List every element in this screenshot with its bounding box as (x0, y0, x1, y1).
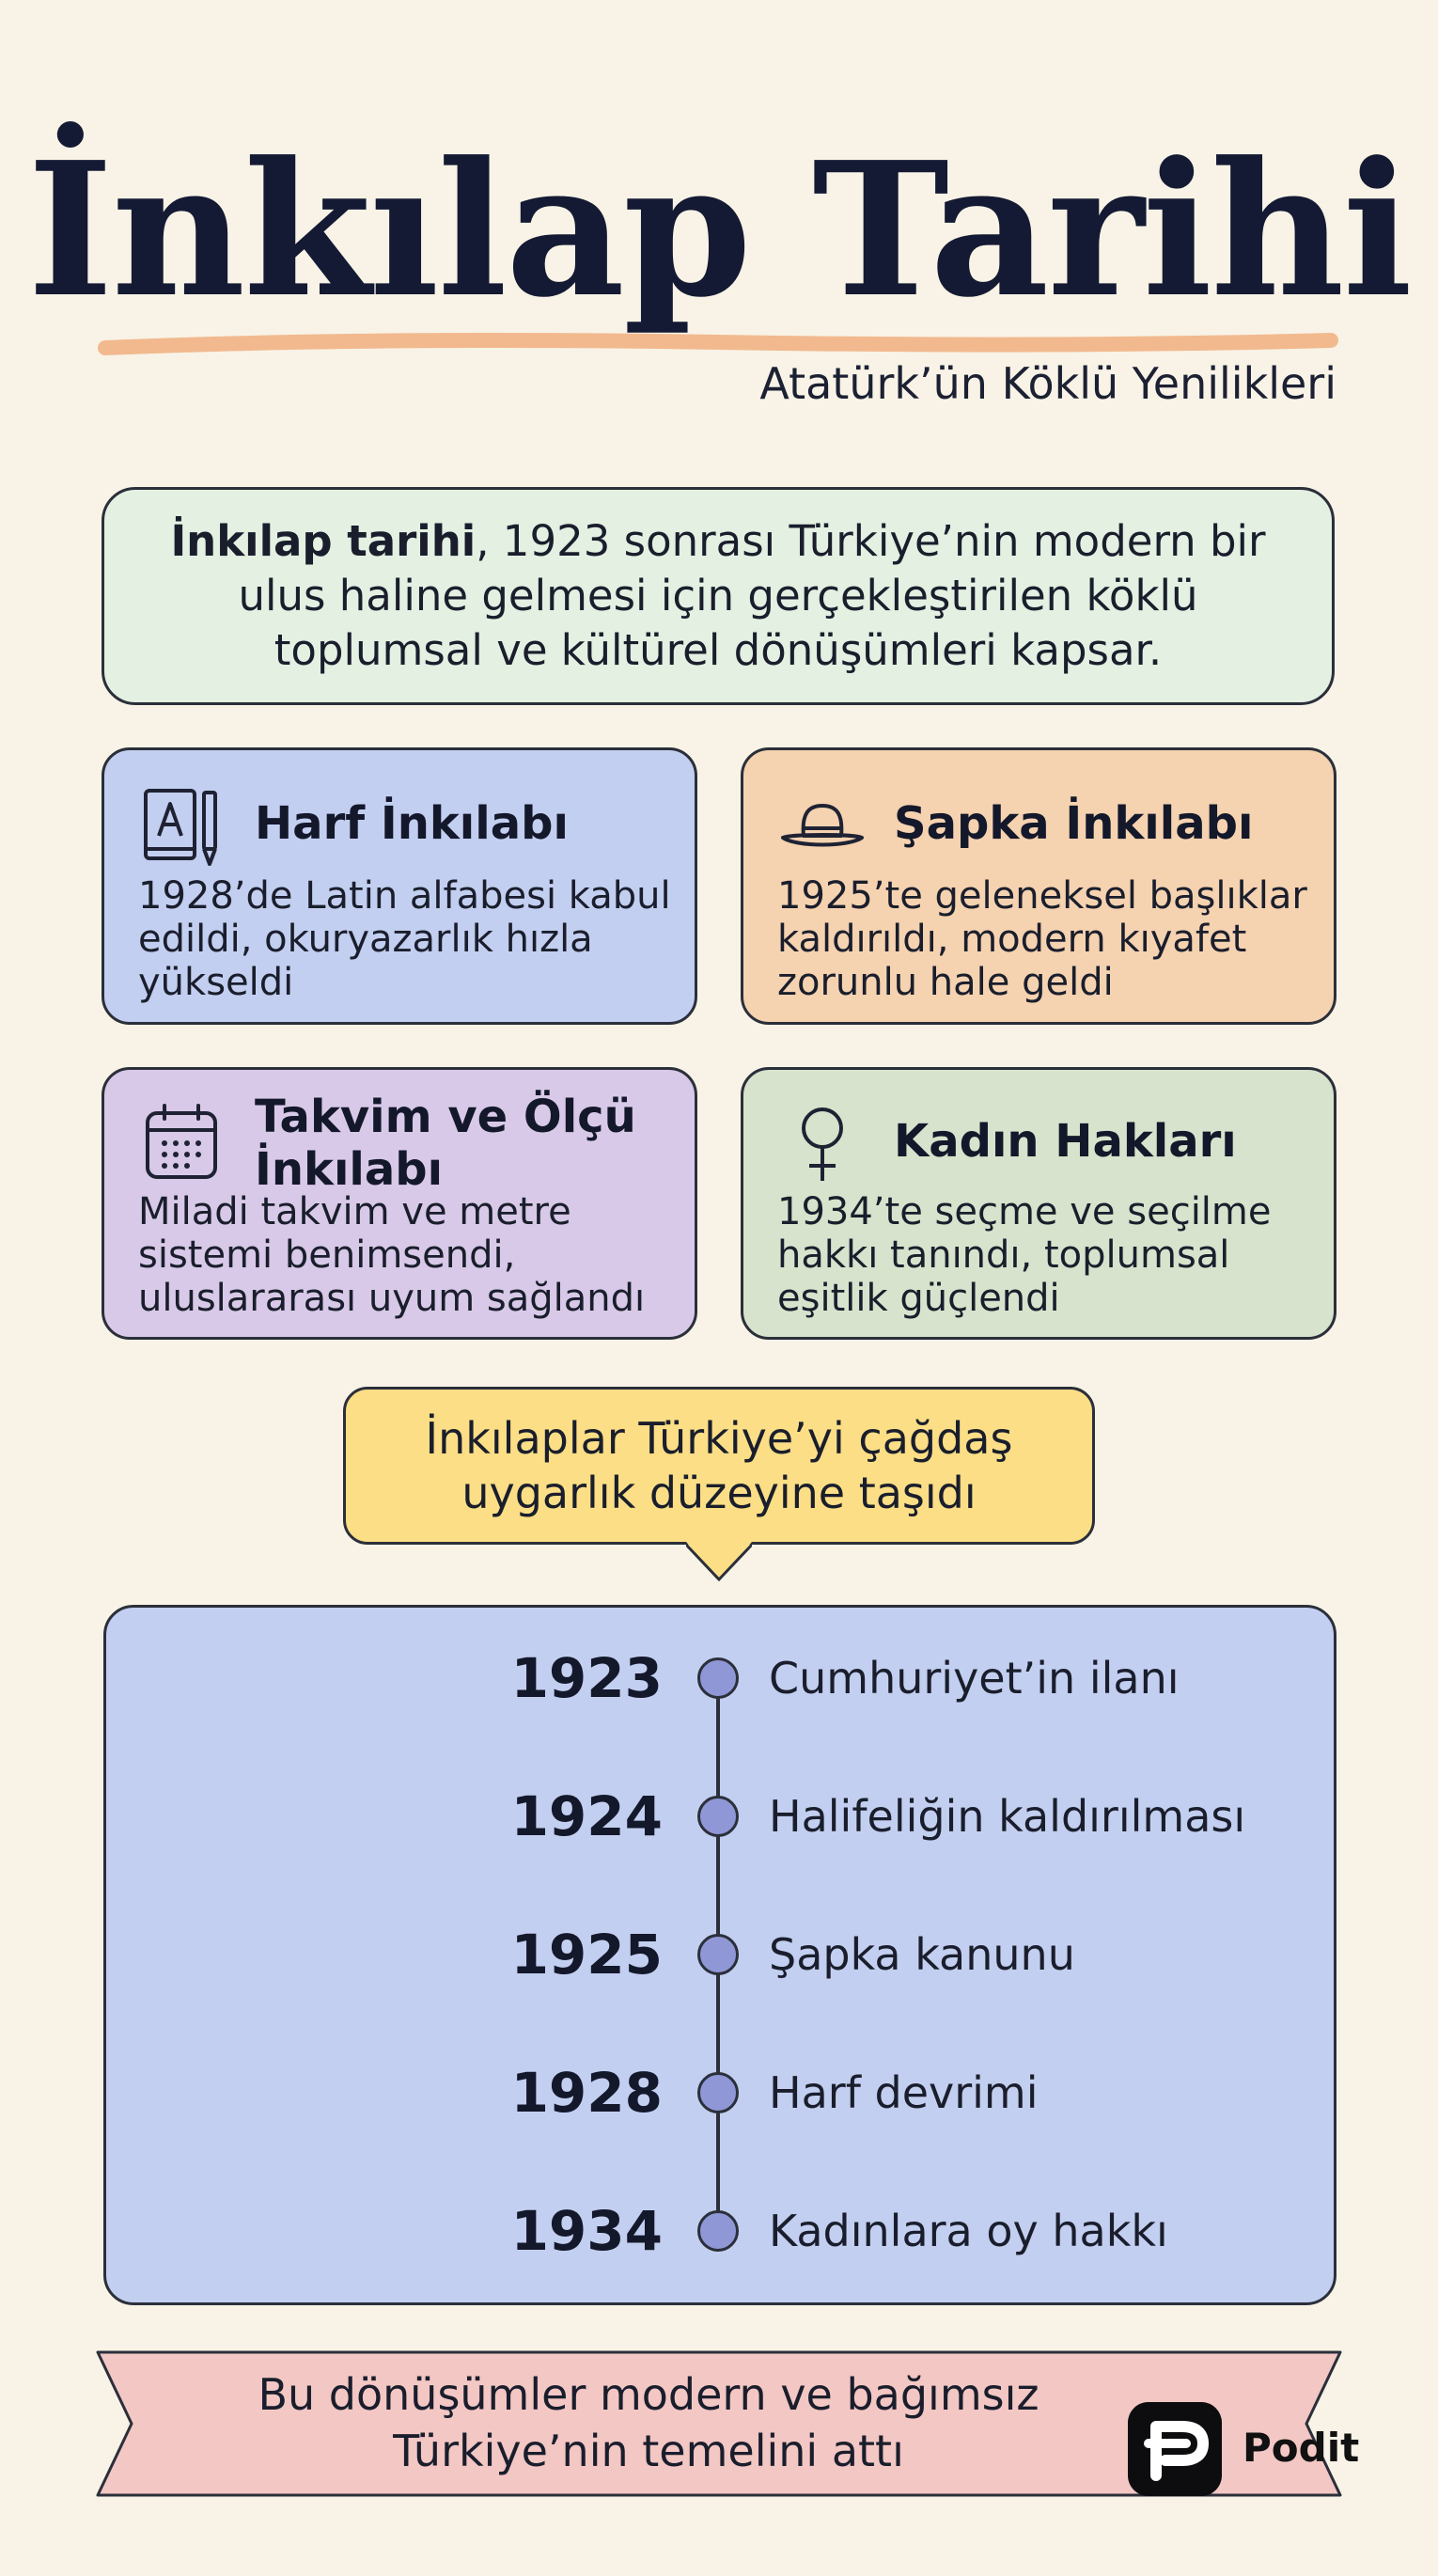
card-kadin-haklari (741, 1067, 1336, 1340)
brand-name: Podit (1243, 2425, 1360, 2471)
timeline-event: Kadınlara oy hakkı (769, 2206, 1168, 2256)
timeline-year: 1923 (510, 1646, 663, 1710)
hat-icon (777, 781, 867, 872)
card-takvim-olcu-inkilabi (102, 1067, 697, 1340)
timeline-event: Harf devrimi (769, 2067, 1039, 2118)
card-description: 1934’te seçme ve seçilme hakkı tanındı, toplumsal eşitlik güçlendi (777, 1190, 1272, 1320)
timeline-event: Cumhuriyet’in ilanı (769, 1653, 1180, 1704)
timeline-dot (697, 2072, 739, 2113)
timeline-year: 1925 (510, 1923, 663, 1987)
callout-tail (686, 1542, 752, 1583)
intro-box (102, 487, 1335, 705)
alphabet-book-pencil-icon (138, 781, 228, 872)
footer-text: Bu dönüşümler modern ve bağımsız Türkiye’nin temelini attı (258, 2369, 1039, 2476)
timeline-dot (697, 2210, 739, 2252)
card-title: Şapka İnkılabı (894, 797, 1254, 850)
card-sapka-inkilabi (741, 747, 1336, 1025)
intro-text: , 1923 sonrası Türkiye’nin modern bir ulus haline gelmesi için gerçekleştirilen köklü toplumsal ve kültürel dönüşümleri kapsar. (238, 516, 1266, 675)
timeline-year: 1934 (510, 2199, 663, 2263)
card-description: 1925’te geleneksel başlıklar kaldırıldı, modern kıyafet zorunlu hale geldi (777, 874, 1307, 1004)
timeline-event: Halifeliğin kaldırılması (769, 1791, 1246, 1842)
card-description: Miladi takvim ve metre sistemi benimsendi, uluslararası uyum sağlandı (138, 1190, 646, 1320)
card-title: Harf İnkılabı (255, 797, 569, 850)
podit-logo-icon (1128, 2402, 1222, 2496)
timeline-dot (697, 1934, 739, 1975)
calendar-icon (138, 1098, 228, 1188)
card-harf-inkilabi (102, 747, 697, 1025)
card-description: 1928’de Latin alfabesi kabul edildi, okuryazarlık hızla yükseldi (138, 874, 671, 1004)
page-subtitle: Atatürk’ün Köklü Yenilikleri (759, 358, 1336, 409)
timeline-event: Şapka kanunu (769, 1929, 1075, 1980)
page-title: İnkılap Tarihi (27, 122, 1411, 338)
timeline-dot (697, 1796, 739, 1837)
intro-bold: İnkılap tarihi (170, 516, 477, 566)
card-title: Kadın Hakları (894, 1115, 1237, 1168)
female-symbol-icon (777, 1098, 867, 1188)
timeline-year: 1928 (510, 2061, 663, 2125)
callout-banner: İnkılaplar Türkiye’yi çağdaş uygarlık düzeyine taşıdı (343, 1387, 1095, 1545)
timeline-year: 1924 (510, 1784, 663, 1848)
card-title: Takvim ve Ölçü İnkılabı (255, 1091, 636, 1196)
timeline-dot (697, 1657, 739, 1699)
